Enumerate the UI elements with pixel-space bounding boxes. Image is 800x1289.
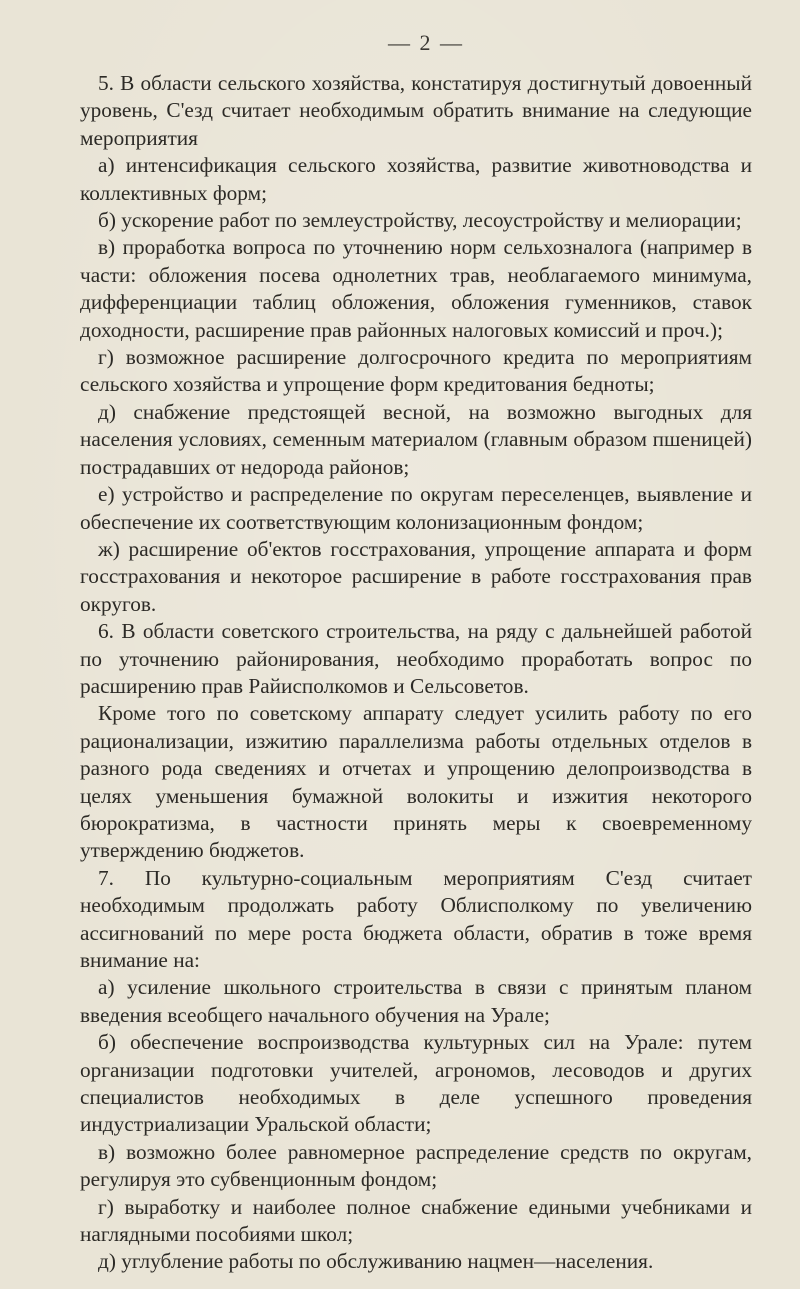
- paragraph: г) возможное расширение долгосрочного кредита по мероприятиям сельского хозяйства и упрощение форм кредитования бедноты;: [80, 345, 752, 397]
- paragraph: 7. По культурно-социальным мероприятиям С'езд считает необходимым продолжать работу Облисполкому по увеличению ассигнований по мере роста бюджета области, обратив в тоже время внимание на:: [80, 865, 752, 972]
- paragraph: а) интенсификация сельского хозяйства, развитие животноводства и коллективных форм;: [80, 153, 752, 205]
- paragraph: 5. В области сельского хозяйства, констатируя достигнутый довоенный уровень, С'езд считает необходимым обратить внимание на следующие мероприятия: [80, 71, 752, 150]
- paragraph: д) снабжение предстоящей весной, на возможно выгодных для населения условиях, семенным материалом (главным образом пшеницей) пострадавших от недорода районов;: [80, 399, 752, 479]
- paragraph: б) обеспечение воспроизводства культурных сил на Урале: путем организации подготовки учителей, агрономов, лесоводов и других специалистов необходимых в деле успешного проведения индустриализации Уральской области;: [80, 1030, 752, 1137]
- paragraph: ж) расширение об'ектов госстрахования, упрощение аппарата и форм госстрахования и некоторое расширение в работе госстрахования прав округов.: [80, 536, 752, 616]
- paragraph: е) устройство и распределение по округам переселенцев, выявление и обеспечение их соответствующим колонизационным фондом;: [80, 482, 752, 534]
- document-body: [80, 70, 752, 1276]
- paragraph: б) ускорение работ по землеустройству, лесоустройству и мелиорации;: [98, 208, 742, 233]
- paragraph: 6. В области советского строительства, на ряду с дальнейшей работой по уточнению районирования, необходимо проработать вопрос по расширению прав Райисполкомов и Сельсоветов.: [80, 619, 752, 698]
- paragraph: в) проработка вопроса по уточнению норм сельхозналога (например в части: обложения посева однолетних трав, необлагаемого минимума, дифференциации таблиц обложения, обложения гуменников, ставок доходности, расширение прав районных налоговых комиссий и проч.);: [80, 235, 752, 342]
- paragraph: д) углубление работы по обслуживанию нацмен—населения.: [98, 1249, 654, 1274]
- paragraph: Кроме того по советскому аппарату следует усилить работу по его рационализации, изжитию параллелизма работы отдельных отделов в разного рода сведениях и отчетах и упрощению делопроизводства в целях уменьшения бумажной волокиты и изжития некоторого бюрократизма, в частности принять меры к своевременному утверждению бюджетов.: [80, 701, 752, 863]
- page-number: — 2 —: [388, 30, 464, 55]
- paragraph: г) выработку и наиболее полное снабжение едиными учебниками и наглядными пособиями школ;: [80, 1194, 752, 1247]
- paragraph: в) возможно более равномерное распределение средств по округам, регулируя это субвенционным фондом;: [80, 1139, 752, 1192]
- paragraph: а) усиление школьного строительства в связи с принятым планом введения всеобщего начального обучения на Урале;: [80, 975, 752, 1027]
